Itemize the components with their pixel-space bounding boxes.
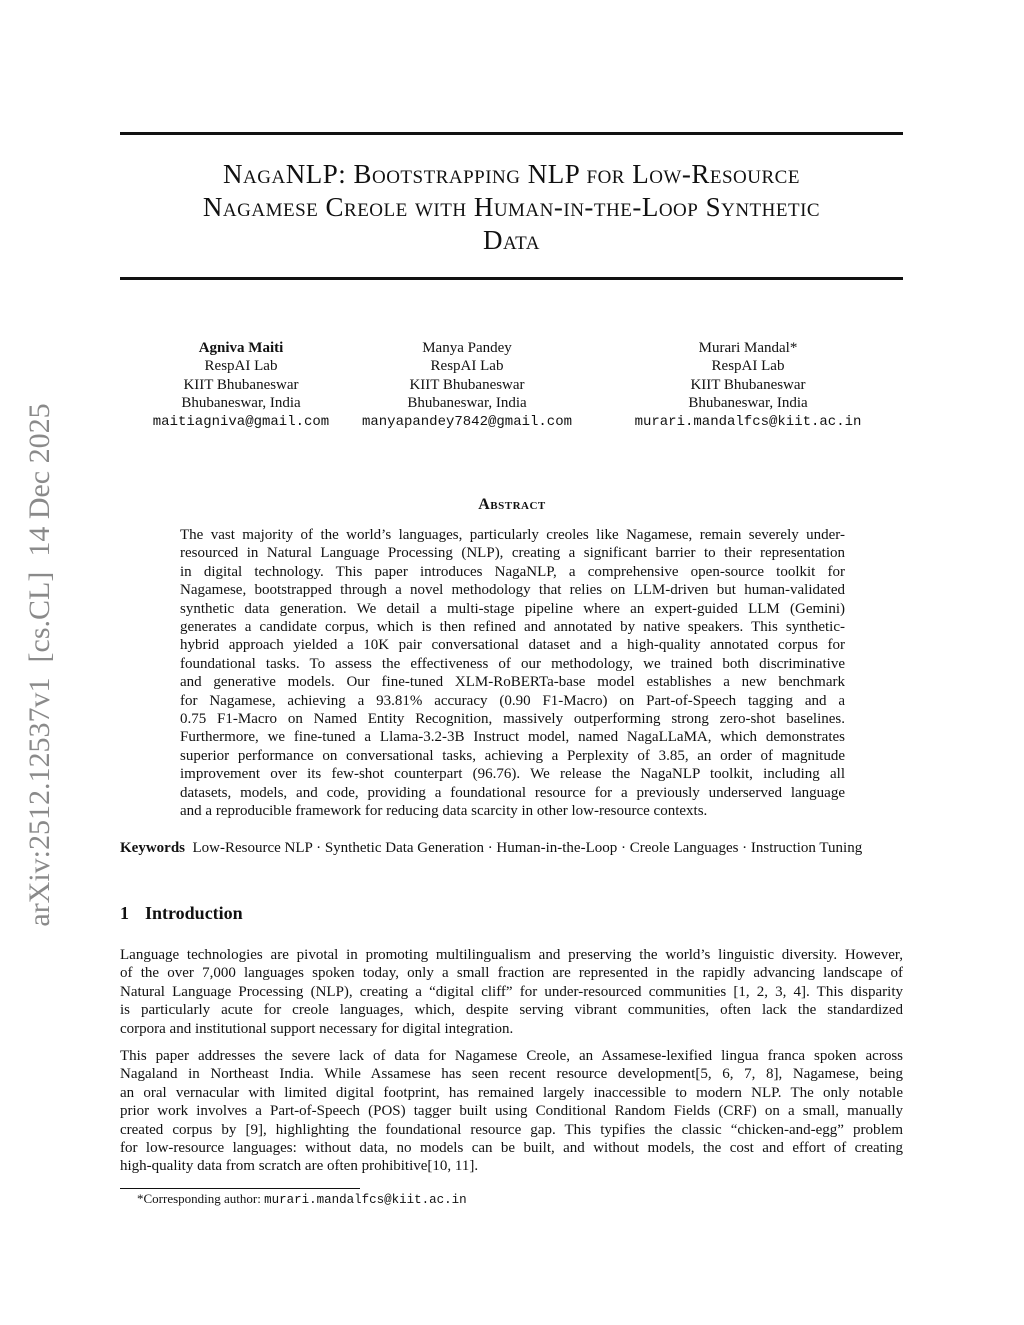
text-line: for Nagamese, achieving a 93.81% accuracy (0.90 F1-Macro) on Part-of-Speech tagging and a (180, 692, 845, 709)
paper-title (120, 158, 903, 257)
text-line: This paper addresses the severe lack of data for Nagamese Creole, an Assamese-lexified lingua franca spoken across (120, 1048, 903, 1064)
text-line: Nagamese, bootstrapped through a novel methodology that relies on LLM-driven but human-validated (180, 582, 845, 599)
abstract-heading: Abstract (478, 496, 546, 513)
author-lab: RespAI Lab (430, 358, 504, 375)
text-line: of the over 7,000 languages spoken today, only a small fraction are represented in the rapidly advancing landscape of (120, 965, 903, 982)
footnote-label: *Corresponding author: (137, 1191, 265, 1206)
text-line: hybrid approach yielded a 10K pair conversational dataset and a high-quality annotated corpus for (180, 637, 845, 654)
text-line: and generative models. Our fine-tuned XLM-RoBERTa-base model establishes a new benchmark (180, 674, 845, 691)
author-location: Bhubaneswar, India (688, 395, 808, 412)
text-line: improvement over its few-shot counterpart (96.76). We release the NagaNLP toolkit, including all (180, 766, 845, 783)
title-top-rule (120, 132, 903, 135)
title-line: Data (483, 225, 540, 255)
author-block (111, 339, 371, 431)
text-line: created corpus by [9], highlighting the foundational resource gap. This typifies the classic “chicken-and-egg” problem (120, 1121, 903, 1138)
author-institution: KIIT Bhubaneswar (409, 376, 525, 393)
text-line: in digital technology. This paper introduces NagaNLP, a comprehensive open-source toolkit for (180, 563, 845, 580)
text-line: superior performance on conversational tasks, achieving a Perplexity of 3.85, an order of magnitude (180, 747, 845, 764)
text-line: Furthermore, we fine-tuned a Llama-3.2-3B Instruct model, named NagaLLaMA, which demonstrates (180, 729, 845, 746)
author-email[interactable]: manyapandey7842@gmail.com (361, 413, 573, 430)
intro-paragraph-1 (120, 946, 903, 1038)
abstract-body (180, 526, 845, 821)
footnote (137, 1191, 467, 1207)
author-block (618, 339, 878, 431)
author-email[interactable]: murari.mandalfcs@kiit.ac.in (634, 413, 862, 430)
author-institution: KIIT Bhubaneswar (690, 376, 806, 393)
text-line: for low-resource languages: without data, no models can be built, and without models, the cost and effort of creating (120, 1140, 903, 1157)
title-line: NagaNLP: Bootstrapping NLP for Low-Resource (223, 159, 800, 189)
text-line: resourced in Natural Language Processing (NLP), creating a significant barrier to their representation (180, 545, 845, 562)
author-name: Murari Mandal* (698, 340, 798, 356)
section-title: Introduction (145, 903, 243, 923)
author-name: Agniva Maiti (198, 340, 284, 356)
author-name: Manya Pandey (422, 340, 512, 356)
footnote-email[interactable]: murari.mandalfcs@kiit.ac.in (264, 1193, 467, 1207)
title-line: Nagamese Creole with Human-in-the-Loop Synthetic (202, 192, 821, 222)
text-line: 0.75 F1-Macro on Named Entity Recognition, massively outperforming strong zero-shot baselines. (180, 711, 845, 728)
text-line: foundational tasks. To assess the effectiveness of our methodology, we trained both discriminative (180, 655, 845, 672)
author-lab: RespAI Lab (204, 358, 278, 375)
author-lab: RespAI Lab (711, 358, 785, 375)
author-email[interactable]: maitiagniva@gmail.com (152, 413, 330, 430)
text-line: prior work involves a Part-of-Speech (POS) tagger built using Conditional Random Fields (CRF) on a small, manually (120, 1103, 903, 1120)
text-line: synthetic data generation. We detail a multi-stage pipeline where an expert-guided LLM (Gemini) (180, 600, 845, 617)
text-line: The vast majority of the world’s languages, particularly creoles like Nagamese, remain severely under- (180, 527, 845, 543)
text-line: and a reproducible framework for reducing data scarcity in other low-resource contexts. (180, 803, 708, 820)
author-location: Bhubaneswar, India (407, 395, 527, 412)
text-line: high-quality data from scratch are often prohibitive[10, 11]. (120, 1158, 479, 1175)
text-line: an oral vernacular with limited digital footprint, has remained largely inaccessible to modern NLP. The only notable (120, 1084, 903, 1101)
text-line: datasets, models, and code, providing a foundational resource for a previously underserved language (180, 784, 845, 801)
author-block (337, 339, 597, 431)
section-number: 1 (120, 903, 129, 923)
keywords-label: Keywords (120, 840, 185, 856)
title-bottom-rule (120, 277, 903, 280)
keywords-text: Low-Resource NLP · Synthetic Data Generation · Human-in-the-Loop · Creole Languages · Instruction Tuning (192, 840, 863, 856)
text-line: Natural Language Processing (NLP), creating a “digital cliff” for under-resourced communities [1, 2, 3, 4]. This disparity (120, 983, 903, 1000)
text-line: Language technologies are pivotal in promoting multilingualism and preserving the world’s linguistic diversity. However, (120, 947, 903, 963)
section-heading (120, 903, 259, 924)
author-location: Bhubaneswar, India (181, 395, 301, 412)
footnote-rule (120, 1188, 360, 1189)
text-line: Nagaland in Northeast India. While Assamese has seen recent resource development[5, 6, 7, 8], Nagamese, being (120, 1066, 903, 1083)
text-line: is particularly acute for creole languages, which, despite serving vibrant communities, often lack the standardized (120, 1002, 903, 1019)
author-institution: KIIT Bhubaneswar (183, 376, 299, 393)
text-line: corpora and institutional support necessary for digital integration. (120, 1020, 514, 1037)
keywords (120, 839, 903, 857)
arxiv-identifier-stamp: arXiv:2512.12537v1 [cs.CL] 14 Dec 2025 (23, 403, 56, 927)
text-line: generates a candidate corpus, which is then refined and annotated by native speakers. This synthetic- (180, 619, 845, 636)
intro-paragraph-2 (120, 1047, 903, 1176)
